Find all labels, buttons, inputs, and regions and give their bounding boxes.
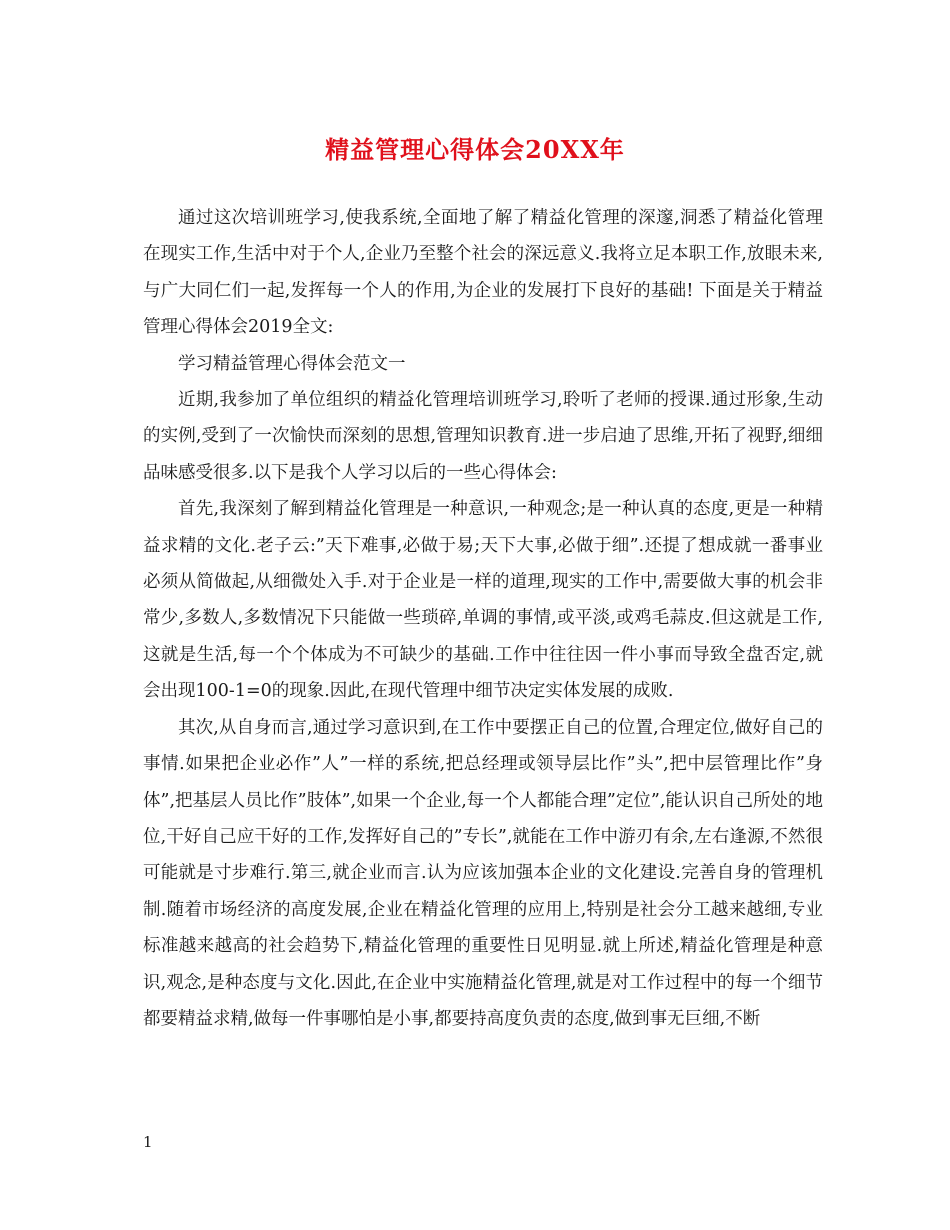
paragraph-intro: 通过这次培训班学习,使我系统,全面地了解了精益化管理的深邃,洞悉了精益化管理在现实工作,生活中对于个人,企业乃至整个社会的深远意义.我将立足本职工作,放眼未来,与广大同仁们一起,发挥每一个人的作用,为企业的发展打下良好的基础! 下面是关于精益管理心得体会2019全文: xyxy=(143,208,823,338)
page-number: 1 xyxy=(143,1133,153,1151)
document-body xyxy=(143,200,823,1037)
paragraph-recent: 近期,我参加了单位组织的精益化管理培训班学习,聆听了老师的授课.通过形象,生动的实例,受到了一次愉快而深刻的思想,管理知识教育.进一步启迪了思维,开拓了视野,细细品味感受很多.以下是我个人学习以后的一些心得体会: xyxy=(143,390,823,483)
paragraph-subheading: 学习精益管理心得体会范文一 xyxy=(178,353,406,374)
paragraph-second: 其次,从自身而言,通过学习意识到,在工作中要摆正自己的位置,合理定位,做好自己的事情.如果把企业必作”人”一样的系统,把总经理或领导层比作”头”,把中层管理比作”身体”,把基层人员比作”肢体”,如果一个企业,每一个人都能合理”定位”,能认识自己所处的地位,干好自己应干好的工作,发挥好自己的”专长”,就能在工作中游刃有余,左右逢源,不然很可能就是寸步难行.第三,就企业而言.认为应该加强本企业的文化建设.完善自身的管理机制.随着市场经济的高度发展,企业在精益化管理的应用上,特别是社会分工越来越细,专业标准越来越高的社会趋势下,精益化管理的重要性日见明显.就上所述,精益化管理是种意识,观念,是种态度与文化.因此,在企业中实施精益化管理,就是对工作过程中的每一个细节都要精益求精,做每一件事哪怕是小事,都要持高度负责的态度,做到事无巨细,不断 xyxy=(143,717,823,1029)
document-title: 精益管理心得体会20XX年 xyxy=(325,135,625,164)
paragraph-first: 首先,我深刻了解到精益化管理是一种意识,一种观念;是一种认真的态度,更是一种精益求精的文化.老子云:”天下难事,必做于易;天下大事,必做于细”.还提了想成就一番事业必须从简做起,从细微处入手.对于企业是一样的道理,现实的工作中,需要做大事的机会非常少,多数人,多数情况下只能做一些琐碎,单调的事情,或平淡,或鸡毛蒜皮.但这就是工作,这就是生活,每一个个体成为不可缺少的基础.工作中往往因一件小事而导致全盘否定,就会出现100-1=0的现象.因此,在现代管理中细节决定实体发展的成败. xyxy=(143,499,823,702)
